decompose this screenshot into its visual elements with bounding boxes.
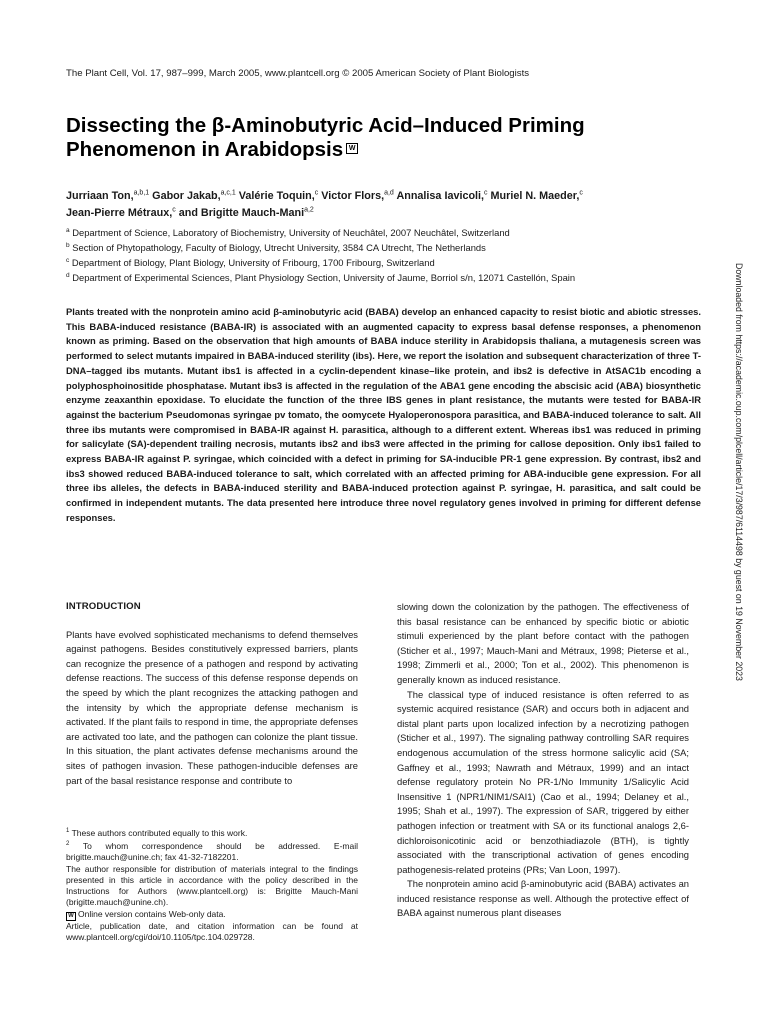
footnote: $^2$ To whom correspondence should be addressed. E-mail brigitte.mauch@unine.ch; fax 41-32-7182201. <box>66 840 358 863</box>
title-line-1: Dissecting the β-Aminobutyric Acid–Induced Priming <box>66 114 585 137</box>
body-paragraph: Plants have evolved sophisticated mechanisms to defend themselves against pathogens. Besides constitutively expressed barriers, plants can recognize the presence of a pathogen and respond by activating defense reactions. The success of this defense response depends on the speed by which the plant recognizes the attacking pathogen and the intensity by which the appropriate defense mechanism is activated. If the plant fails to respond in time, the appropriate defenses are activated too late, and the pathogen can colonize the plant tissue. In this situation, the plant activates defense mechanisms around the sites of pathogen invasion. These pathogen-inducible defenses are part of the basal resistance response and contribute to <box>66 628 358 786</box>
author-list <box>66 186 706 220</box>
affiliation: $^a$ Department of Science, Laboratory of Biochemistry, University of Neuchâtel, 2007 Neuchâtel, Switzerland <box>66 227 510 239</box>
author: Valérie Toquin,$^c$ <box>238 189 319 202</box>
affiliation: $^c$ Department of Biology, Plant Biology, University of Fribourg, 1700 Fribourg, Switzerland <box>66 257 435 269</box>
footnote: $^1$ These authors contributed equally to this work. <box>66 827 248 838</box>
body-paragraph: The classical type of induced resistance is often referred to as systemic acquired resistance (SAR) and occurs both in adjacent and distal plant parts upon localized infection by a necrotizing pathogen (Sticher et al., 1997). The signaling pathway controlling SAR requires endogenous accumulation of the stress hormone salicylic acid (SA; Gaffney et al., 1993; Nawrath and Métraux, 1999) and an intact defense regulatory protein No PR-1/No Immunity 1/Salicylic Acid Insensitive 1 (NPR1/NIM1/SAI1) (Cao et al., 1994; Delaney et al., 1995; Shah et al., 1997). The expression of SAR, triggered by either pathogen infection or treatment with SA or its functional analogs 2,6-dichloroisonicotinic acid or benzothiadiazole (BTH), is tightly associated with the transcriptional activation of genes encoding pathogenesis-related proteins (PRs; Van Loon, 1997). <box>397 688 689 875</box>
footnote: Article, publication date, and citation information can be found at www.plantcell.org/cgi/doi/10.1105/tpc.104.029728. <box>66 920 358 943</box>
affiliation: $^d$ Department of Experimental Sciences, Plant Physiology Section, University of Jaume, Borriol s/n, 12071 Castellón, Spain <box>66 272 576 284</box>
title-line-2: Phenomenon in Arabidopsis <box>66 138 344 161</box>
author: Muriel N. Maeder,$^c$ <box>490 189 583 202</box>
left-column <box>66 600 358 788</box>
article-title <box>66 114 646 162</box>
affiliation: $^b$ Section of Phytopathology, Faculty of Biology, Utrecht University, 3584 CA Utrecht, The Netherlands <box>66 242 486 254</box>
web-only-data-icon[interactable]: W <box>346 143 358 154</box>
journal-citation-header: The Plant Cell, Vol. 17, 987–999, March 2005, www.plantcell.org © 2005 American Society of Plant Biologists <box>66 68 530 79</box>
author: Annalisa Iavicoli,$^c$ <box>396 189 488 202</box>
section-heading-introduction: INTRODUCTION <box>66 601 141 612</box>
affiliation-list <box>66 224 706 285</box>
abstract: Plants treated with the nonprotein amino acid β-aminobutyric acid (BABA) develop an enhanced capacity to resist biotic and abiotic stresses. This BABA-induced resistance (BABA-IR) is associated with an augmented capacity to express basal defense responses, a phenomenon known as priming. Based on the observation that high amounts of BABA induce sterility in Arabidopsis thaliana, a mutagenesis screen was performed to select mutants impaired in BABA-induced sterility (ibs). Here, we report the isolation and subsequent characterization of three T-DNA–tagged ibs mutants. Mutant ibs1 is affected in a cyclin-dependent kinase–like protein, and ibs2 is defective in AtSAC1b encoding a polyphosphoinositide phosphatase. Mutant ibs3 is affected in the regulation of the ABA1 gene encoding the abscisic acid (ABA) biosynthetic enzyme zeaxanthin epoxidase. To elucidate the function of the three IBS genes in plant resistance, the mutants were tested for BABA-IR against the bacterium Pseudomonas syringae pv tomato, the oomycete Hyaloperonospora parasitica, and BABA-induced tolerance to salt. All three ibs mutants were compromised in BABA-IR against H. parasitica, although to a different extent. Whereas ibs1 was reduced in priming for salicylate (SA)-dependent trailing necrosis, mutants ibs2 and ibs3 were affected in the priming for callose deposition. Only ibs1 failed to express BABA-IR against P. syringae, which coincided with a defect in priming for SA-inducible PR-1 gene expression. By contrast, ibs2 and ibs3 showed reduced BABA-induced tolerance to salt, which correlated with an affected priming for ABA-inducible gene expression. For all three ibs alleles, the defects in BABA-induced sterility and BABA-induced protection against P. syringae, H. parasitica, and salt could be confirmed in independent mutants. The data presented here introduce three novel regulatory genes involved in priming for different defense responses. <box>66 306 701 523</box>
author: Gabor Jakab,$^{a,c,1}$ <box>152 189 236 202</box>
body-paragraph: The nonprotein amino acid β-aminobutyric acid (BABA) activates an induced resistance response as well. Although the protective effect of BABA against numerous plant diseases <box>397 878 689 919</box>
author: Jean-Pierre Métraux,$^c$ <box>66 206 176 219</box>
footnotes <box>66 826 358 943</box>
author: Victor Flors,$^{a,d}$ <box>321 189 394 202</box>
web-only-data-icon: W <box>66 912 76 921</box>
right-column <box>397 600 689 921</box>
footnote: W Online version contains Web-only data. <box>66 909 358 921</box>
body-paragraph: slowing down the colonization by the pathogen. The effectiveness of this basal resistance can be enhanced by specific biotic or abiotic stimuli experienced by the plant before contact with the pathogen (Sticher et al., 1997; Mauch-Mani and Métraux, 1998; Pieterse et al., 1998; Zimmerli et al., 2000; Ton et al., 2002). This phenomenon is generally known as induced resistance. <box>397 601 689 685</box>
author: Jurriaan Ton,$^{a,b,1}$ <box>66 189 150 202</box>
download-watermark: Downloaded from https://academic.oup.com/plcell/article/17/3/987/6114498 by guest on 19 November 2023 <box>734 263 744 681</box>
footnote: The author responsible for distribution of materials integral to the findings presented in this article in accordance with the policy described in the Instructions for Authors (www.plantcell.org) is: Brigitte Mauch-Mani (brigitte.mauch@unine.ch). <box>66 863 358 908</box>
author: and Brigitte Mauch-Mani$^{a,2}$ <box>178 206 314 219</box>
